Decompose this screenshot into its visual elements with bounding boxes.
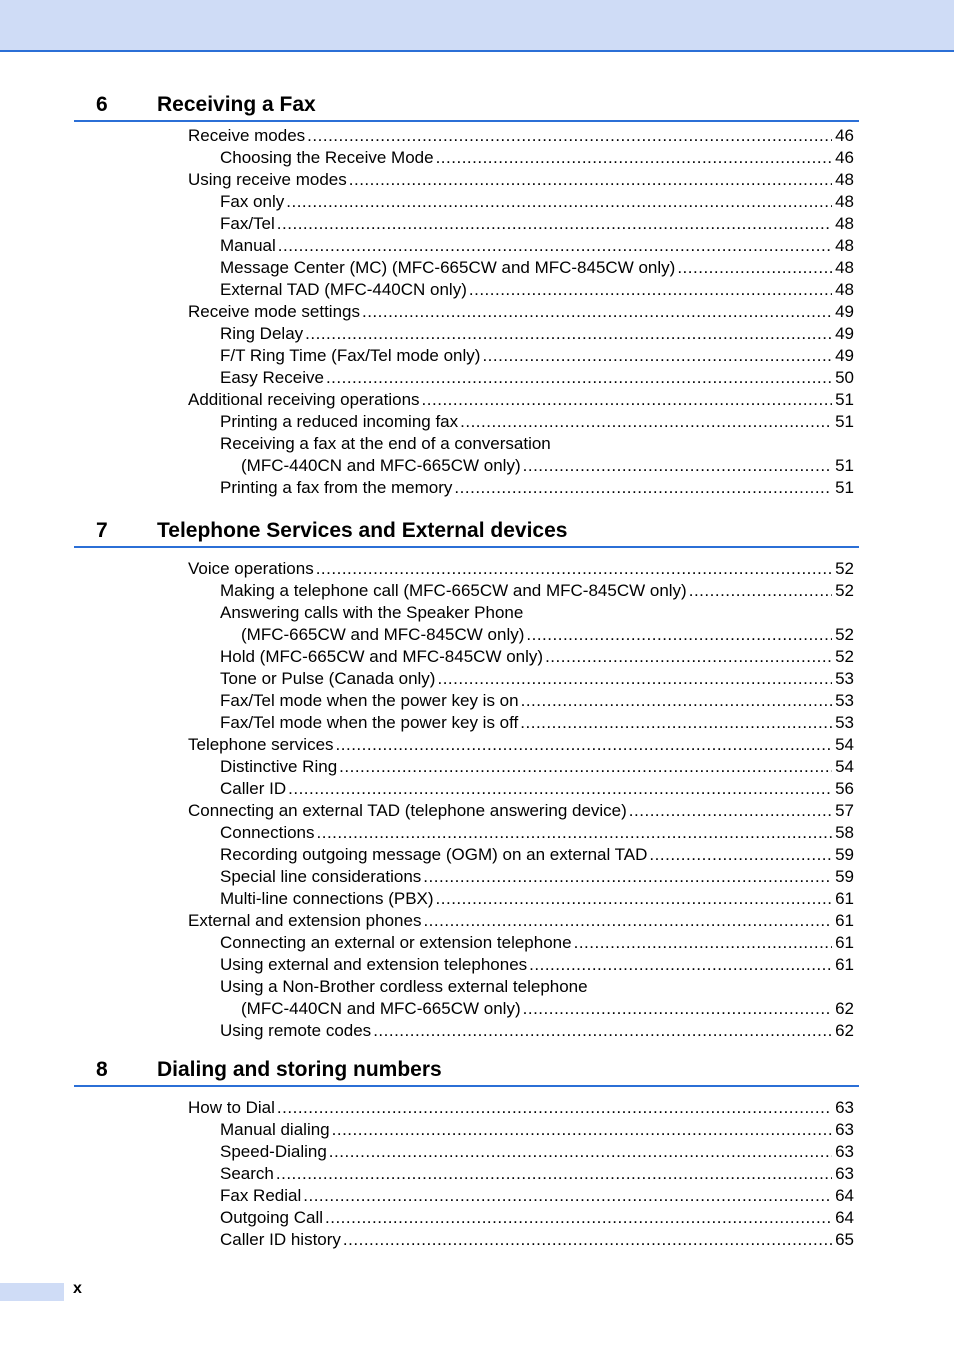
toc-entry-title: F/T Ring Time (Fax/Tel mode only) <box>220 346 481 365</box>
dot-leader <box>277 213 832 235</box>
toc-entry[interactable] <box>188 169 854 191</box>
toc-entry-page: 61 <box>835 933 854 952</box>
toc-entry-title: Caller ID <box>220 779 287 798</box>
toc-entry[interactable] <box>188 910 854 932</box>
toc-entry[interactable] <box>220 1141 854 1163</box>
dot-leader <box>316 558 832 580</box>
toc-entry-title: Fax only <box>220 192 285 211</box>
footer-band <box>0 1283 64 1301</box>
dot-leader <box>326 367 832 389</box>
dot-leader <box>649 844 832 866</box>
toc-entry-page: 49 <box>835 324 854 343</box>
dot-leader <box>423 910 832 932</box>
dot-leader <box>521 690 832 712</box>
toc-entry-page: 61 <box>835 911 854 930</box>
toc-entry-page: 51 <box>835 478 854 497</box>
toc-entry[interactable] <box>188 558 854 580</box>
toc-entry-title: Connections <box>220 823 315 842</box>
toc-entry-page: 61 <box>835 955 854 974</box>
toc-entry-page: 63 <box>835 1142 854 1161</box>
dot-leader <box>362 301 832 323</box>
toc-entry[interactable] <box>220 602 854 624</box>
dot-leader <box>436 888 832 910</box>
dot-leader <box>523 455 832 477</box>
header-band <box>0 0 954 52</box>
dot-leader <box>343 1229 832 1251</box>
toc-entry-page: 61 <box>835 889 854 908</box>
dot-leader <box>529 954 832 976</box>
toc-entry-page: 48 <box>835 280 854 299</box>
toc-entry[interactable] <box>220 279 854 301</box>
dot-leader <box>545 646 832 668</box>
toc-entry[interactable] <box>220 822 854 844</box>
toc-entry[interactable] <box>220 345 854 367</box>
toc-entry-page: 46 <box>835 148 854 167</box>
toc-entry-list <box>0 558 954 1042</box>
toc-entry-page: 62 <box>835 1021 854 1040</box>
toc-entry-page: 62 <box>835 999 854 1018</box>
toc-entry-title: Fax/Tel mode when the power key is off <box>220 713 519 732</box>
dot-leader <box>454 477 832 499</box>
toc-entry[interactable] <box>220 433 854 455</box>
toc-entry-title: Using external and extension telephones <box>220 955 528 974</box>
dot-leader <box>288 778 832 800</box>
toc-entry-title: (MFC-440CN and MFC-665CW only) <box>241 456 521 475</box>
toc-entry-title: Ring Delay <box>220 324 304 343</box>
toc-entry-page: 63 <box>835 1120 854 1139</box>
toc-entry-title: Connecting an external TAD (telephone answering device) <box>188 801 627 820</box>
toc-entry-title: Manual dialing <box>220 1120 330 1139</box>
toc-entry-title: Speed-Dialing <box>220 1142 327 1161</box>
dot-leader <box>286 191 832 213</box>
dot-leader <box>520 712 832 734</box>
chapter-number: 7 <box>96 519 108 542</box>
dot-leader <box>373 1020 832 1042</box>
toc-entry-page: 48 <box>835 192 854 211</box>
dot-leader <box>523 998 832 1020</box>
toc-entry[interactable] <box>188 125 854 147</box>
dot-leader <box>278 235 832 257</box>
toc-entry-title: Search <box>220 1164 274 1183</box>
toc-entry-title: External and extension phones <box>188 911 422 930</box>
toc-entry[interactable] <box>220 213 854 235</box>
toc-entry-page: 65 <box>835 1230 854 1249</box>
toc-entry[interactable] <box>220 1163 854 1185</box>
toc-entry-page: 53 <box>835 691 854 710</box>
toc-entry-title: Fax/Tel <box>220 214 275 233</box>
toc-entry[interactable] <box>188 734 854 756</box>
toc-entry[interactable] <box>220 712 854 734</box>
toc-entry[interactable] <box>188 800 854 822</box>
dot-leader <box>332 1119 832 1141</box>
toc-entry-page: 48 <box>835 170 854 189</box>
toc-entry-page: 53 <box>835 713 854 732</box>
toc-entry-page: 49 <box>835 346 854 365</box>
toc-entry[interactable] <box>188 301 854 323</box>
dot-leader <box>422 389 832 411</box>
toc-entry[interactable] <box>220 932 854 954</box>
toc-entry-page: 58 <box>835 823 854 842</box>
dot-leader <box>436 147 832 169</box>
toc-entry-title: Printing a reduced incoming fax <box>220 412 459 431</box>
toc-entry[interactable] <box>220 257 854 279</box>
toc-entry-title: Printing a fax from the memory <box>220 478 453 497</box>
toc-entry[interactable] <box>220 147 854 169</box>
toc-entry-title: Using a Non-Brother cordless external telephone <box>220 977 588 996</box>
toc-entry[interactable] <box>220 646 854 668</box>
toc-entry-title: Making a telephone call (MFC-665CW and MFC-845CW only) <box>220 581 687 600</box>
toc-entry-title: Recording outgoing message (OGM) on an external TAD <box>220 845 648 864</box>
dot-leader <box>349 169 832 191</box>
chapter-title[interactable]: Receiving a Fax <box>157 93 316 116</box>
toc-entry-page: 50 <box>835 368 854 387</box>
toc-entry-page: 54 <box>835 757 854 776</box>
toc-entry-page: 59 <box>835 867 854 886</box>
toc-entry-title: Caller ID history <box>220 1230 341 1249</box>
dot-leader <box>677 257 832 279</box>
chapter-number: 6 <box>96 93 108 116</box>
dot-leader <box>307 125 832 147</box>
toc-entry-title: How to Dial <box>188 1098 275 1117</box>
toc-entry-title: Voice operations <box>188 559 314 578</box>
toc-entry-page: 49 <box>835 302 854 321</box>
toc-entry-title: Using receive modes <box>188 170 347 189</box>
toc-entry[interactable] <box>220 668 854 690</box>
dot-leader <box>305 323 832 345</box>
chapter-header <box>74 1051 859 1087</box>
toc-entry[interactable] <box>220 756 854 778</box>
toc-entry-page: 53 <box>835 669 854 688</box>
toc-entry-title: Telephone services <box>188 735 334 754</box>
dot-leader <box>336 734 832 756</box>
toc-entry-page: 63 <box>835 1098 854 1117</box>
toc-entry-title: Receive mode settings <box>188 302 360 321</box>
dot-leader <box>629 800 832 822</box>
toc-entry[interactable] <box>220 367 854 389</box>
toc-entry-title: Multi-line connections (PBX) <box>220 889 434 908</box>
page-number: x <box>73 1280 82 1297</box>
toc-entry[interactable] <box>220 1185 854 1207</box>
toc-entry[interactable] <box>188 389 854 411</box>
toc-entry[interactable] <box>220 1207 854 1229</box>
toc-entry[interactable] <box>220 411 854 433</box>
toc-entry[interactable] <box>220 954 854 976</box>
chapter-header <box>74 86 859 122</box>
chapter-title[interactable]: Dialing and storing numbers <box>157 1058 442 1081</box>
toc-entry-page: 51 <box>835 412 854 431</box>
toc-entry-title: Fax/Tel mode when the power key is on <box>220 691 519 710</box>
toc-entry-page: 56 <box>835 779 854 798</box>
toc-entry[interactable] <box>220 778 854 800</box>
toc-entry-page: 54 <box>835 735 854 754</box>
toc-entry[interactable] <box>220 888 854 910</box>
toc-entry[interactable] <box>220 323 854 345</box>
toc-entry[interactable] <box>220 477 854 499</box>
toc-entry-title: Receive modes <box>188 126 306 145</box>
toc-entry-title: (MFC-665CW and MFC-845CW only) <box>241 625 525 644</box>
toc-entry-title: (MFC-440CN and MFC-665CW only) <box>241 999 521 1018</box>
toc-entry[interactable] <box>220 866 854 888</box>
toc-entry[interactable] <box>220 235 854 257</box>
dot-leader <box>689 580 832 602</box>
toc-entry-title: Distinctive Ring <box>220 757 338 776</box>
dot-leader <box>303 1185 832 1207</box>
toc-entry-page: 59 <box>835 845 854 864</box>
dot-leader <box>277 1097 832 1119</box>
toc-entry-page: 64 <box>835 1186 854 1205</box>
toc-entry-title: Choosing the Receive Mode <box>220 148 434 167</box>
toc-entry-list <box>0 1097 954 1251</box>
toc-entry[interactable] <box>220 844 854 866</box>
dot-leader <box>469 279 832 301</box>
toc-entry[interactable] <box>241 998 854 1020</box>
toc-entry-title: Connecting an external or extension telephone <box>220 933 572 952</box>
toc-entry-title: External TAD (MFC-440CN only) <box>220 280 467 299</box>
toc-entry[interactable] <box>220 191 854 213</box>
chapter-header <box>74 512 859 548</box>
dot-leader <box>423 866 832 888</box>
toc-entry-title: Additional receiving operations <box>188 390 420 409</box>
toc-entry-title: Message Center (MC) (MFC-665CW and MFC-845CW only) <box>220 258 676 277</box>
toc-entry[interactable] <box>220 1229 854 1251</box>
toc-entry-title: Using remote codes <box>220 1021 372 1040</box>
toc-entry-title: Hold (MFC-665CW and MFC-845CW only) <box>220 647 544 666</box>
toc-entry[interactable] <box>241 455 854 477</box>
toc-entry-page: 57 <box>835 801 854 820</box>
dot-leader <box>437 668 832 690</box>
dot-leader <box>276 1163 832 1185</box>
toc-entry[interactable] <box>220 1020 854 1042</box>
toc-entry-page: 48 <box>835 214 854 233</box>
toc-entry-title: Easy Receive <box>220 368 324 387</box>
toc-entry-page: 46 <box>835 126 854 145</box>
dot-leader <box>325 1207 832 1229</box>
dot-leader <box>329 1141 832 1163</box>
dot-leader <box>317 822 832 844</box>
dot-leader <box>339 756 832 778</box>
toc-entry-page: 48 <box>835 258 854 277</box>
toc-entry-list <box>0 125 954 499</box>
toc-entry-page: 48 <box>835 236 854 255</box>
toc-entry-page: 52 <box>835 625 854 644</box>
toc-entry-title: Fax Redial <box>220 1186 302 1205</box>
toc-entry[interactable] <box>220 580 854 602</box>
toc-entry-page: 64 <box>835 1208 854 1227</box>
toc-entry-page: 63 <box>835 1164 854 1183</box>
toc-entry[interactable] <box>188 1097 854 1119</box>
toc-entry[interactable] <box>220 690 854 712</box>
toc-entry-title: Receiving a fax at the end of a conversation <box>220 434 551 453</box>
toc-entry[interactable] <box>220 1119 854 1141</box>
toc-entry-page: 52 <box>835 581 854 600</box>
toc-entry-title: Manual <box>220 236 276 255</box>
toc-entry[interactable] <box>241 624 854 646</box>
toc-entry-title: Outgoing Call <box>220 1208 324 1227</box>
dot-leader <box>460 411 832 433</box>
dot-leader <box>526 624 832 646</box>
chapter-number: 8 <box>96 1058 108 1081</box>
chapter-title[interactable]: Telephone Services and External devices <box>157 519 568 542</box>
toc-entry-title: Tone or Pulse (Canada only) <box>220 669 436 688</box>
toc-entry-title: Special line considerations <box>220 867 422 886</box>
toc-entry[interactable] <box>220 976 854 998</box>
dot-leader <box>574 932 832 954</box>
toc-entry-page: 51 <box>835 390 854 409</box>
toc-entry-page: 52 <box>835 559 854 578</box>
toc-entry-title: Answering calls with the Speaker Phone <box>220 603 524 622</box>
dot-leader <box>482 345 832 367</box>
toc-entry-page: 51 <box>835 456 854 475</box>
toc-entry-page: 52 <box>835 647 854 666</box>
